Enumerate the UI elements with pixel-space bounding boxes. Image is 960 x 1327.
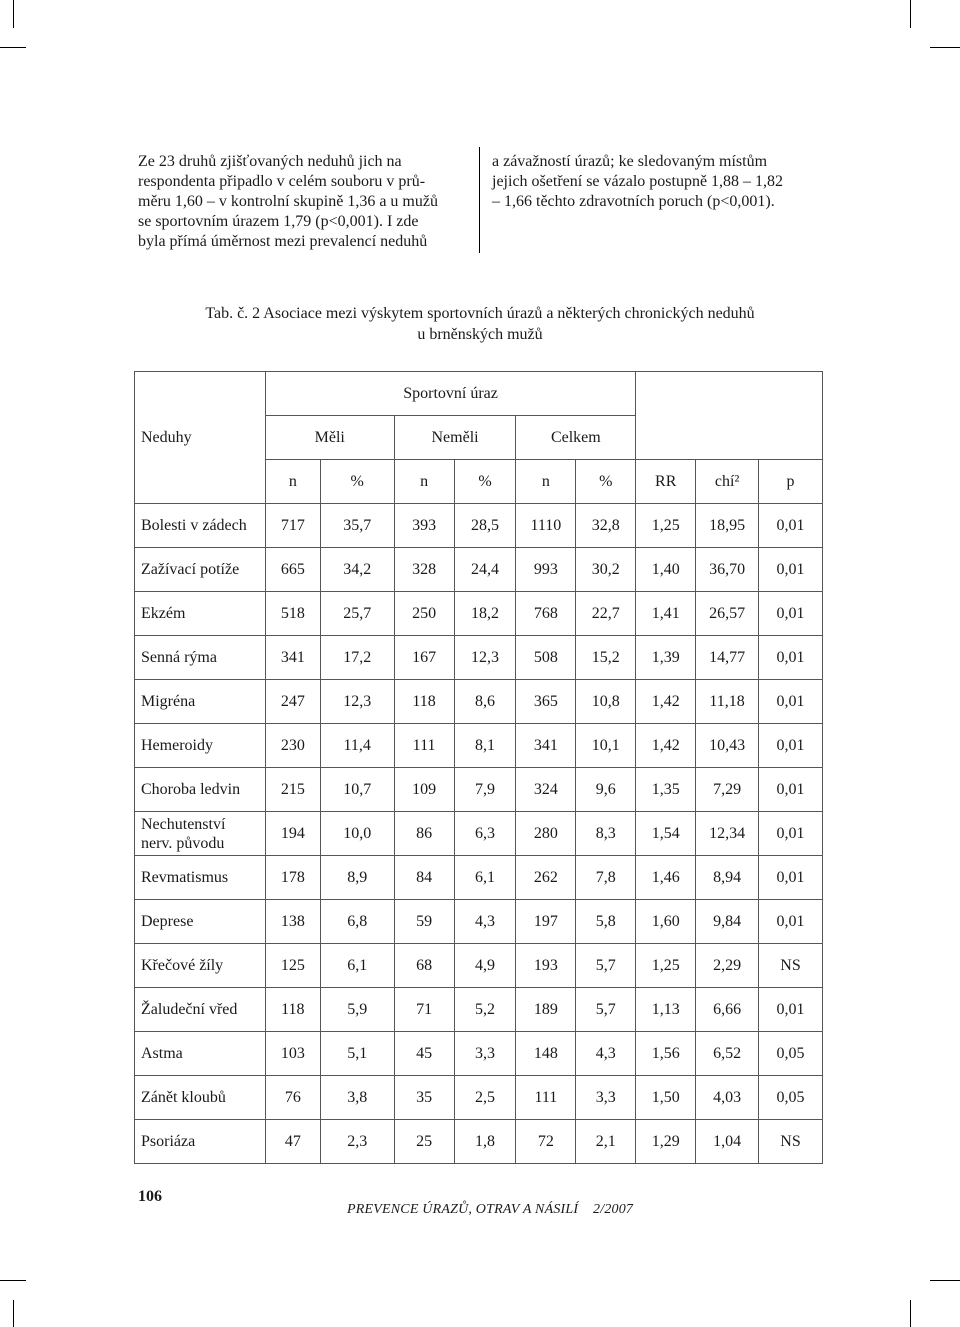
- value-cell: 0,01: [759, 900, 823, 944]
- value-cell: 0,01: [759, 768, 823, 812]
- value-cell: 118: [265, 988, 320, 1032]
- column-header: p: [759, 460, 823, 504]
- value-cell: 35: [394, 1076, 454, 1120]
- table-row: [135, 988, 823, 1032]
- crop-mark: [0, 1280, 26, 1281]
- value-cell: 8,3: [576, 812, 636, 856]
- text-line: a závažností úrazů; ke sledovaným místům: [492, 153, 768, 170]
- table-row: [135, 900, 823, 944]
- value-cell: 12,3: [320, 680, 394, 724]
- value-cell: 26,57: [696, 592, 759, 636]
- table-row: [135, 548, 823, 592]
- text-line: byla přímá úměrnost mezi prevalencí neduhů: [138, 233, 428, 250]
- row-name-cell: Senná rýma: [135, 636, 266, 680]
- value-cell: 45: [394, 1032, 454, 1076]
- value-cell: 328: [394, 548, 454, 592]
- value-cell: 14,77: [696, 636, 759, 680]
- value-cell: 1,35: [636, 768, 696, 812]
- row-name-cell: Bolesti v zádech: [135, 504, 266, 548]
- value-cell: 32,8: [576, 504, 636, 548]
- value-cell: 1,46: [636, 856, 696, 900]
- caption-line: u brněnských mužů: [417, 326, 543, 343]
- value-cell: 1,04: [696, 1120, 759, 1164]
- header-blank-cell: [135, 372, 266, 416]
- value-cell: 1,42: [636, 724, 696, 768]
- row-name-cell: Revmatismus: [135, 856, 266, 900]
- table-row: [135, 680, 823, 724]
- text-line: – 1,66 těchto zdravotních poruch (p<0,001).: [492, 193, 775, 210]
- table-row: [135, 812, 823, 856]
- row-name-cell: Hemeroidy: [135, 724, 266, 768]
- value-cell: 1,50: [636, 1076, 696, 1120]
- table-row: [135, 636, 823, 680]
- value-cell: 5,9: [320, 988, 394, 1032]
- value-cell: 341: [265, 636, 320, 680]
- value-cell: 18,2: [454, 592, 516, 636]
- row-header-label: Neduhy: [135, 416, 266, 460]
- value-cell: 262: [516, 856, 576, 900]
- value-cell: 72: [516, 1120, 576, 1164]
- value-cell: 6,52: [696, 1032, 759, 1076]
- crop-mark: [910, 1300, 911, 1327]
- value-cell: 76: [265, 1076, 320, 1120]
- value-cell: 5,1: [320, 1032, 394, 1076]
- table-row: [135, 944, 823, 988]
- row-name-line: Nechutenství: [141, 815, 226, 833]
- value-cell: 8,1: [454, 724, 516, 768]
- value-cell: NS: [759, 1120, 823, 1164]
- table-row: [135, 856, 823, 900]
- value-cell: 4,03: [696, 1076, 759, 1120]
- value-cell: 25,7: [320, 592, 394, 636]
- value-cell: 118: [394, 680, 454, 724]
- value-cell: 5,7: [576, 944, 636, 988]
- value-cell: 25: [394, 1120, 454, 1164]
- value-cell: 665: [265, 548, 320, 592]
- crop-mark: [930, 47, 960, 48]
- column-divider: [479, 147, 480, 253]
- value-cell: 8,9: [320, 856, 394, 900]
- value-cell: 768: [516, 592, 576, 636]
- value-cell: 7,29: [696, 768, 759, 812]
- crop-mark: [0, 47, 26, 48]
- header-row-group: [135, 372, 823, 416]
- value-cell: 10,43: [696, 724, 759, 768]
- value-cell: 71: [394, 988, 454, 1032]
- value-cell: 109: [394, 768, 454, 812]
- value-cell: 0,05: [759, 1032, 823, 1076]
- value-cell: 1,56: [636, 1032, 696, 1076]
- value-cell: 148: [516, 1032, 576, 1076]
- value-cell: 0,05: [759, 1076, 823, 1120]
- value-cell: 280: [516, 812, 576, 856]
- body-text-right-column: [492, 152, 822, 212]
- column-header: n: [516, 460, 576, 504]
- value-cell: 86: [394, 812, 454, 856]
- value-cell: 341: [516, 724, 576, 768]
- table-row: [135, 768, 823, 812]
- value-cell: 10,8: [576, 680, 636, 724]
- value-cell: 1,42: [636, 680, 696, 724]
- row-name-cell: Ekzém: [135, 592, 266, 636]
- value-cell: 0,01: [759, 988, 823, 1032]
- value-cell: 12,34: [696, 812, 759, 856]
- table-row: [135, 1032, 823, 1076]
- value-cell: 36,70: [696, 548, 759, 592]
- value-cell: 2,3: [320, 1120, 394, 1164]
- value-cell: 22,7: [576, 592, 636, 636]
- value-cell: 68: [394, 944, 454, 988]
- value-cell: 47: [265, 1120, 320, 1164]
- value-cell: 0,01: [759, 504, 823, 548]
- value-cell: 518: [265, 592, 320, 636]
- column-header: n: [394, 460, 454, 504]
- value-cell: 1,29: [636, 1120, 696, 1164]
- value-cell: 6,66: [696, 988, 759, 1032]
- value-cell: 9,84: [696, 900, 759, 944]
- value-cell: 5,7: [576, 988, 636, 1032]
- table-row: [135, 504, 823, 548]
- subgroup-header: Neměli: [394, 416, 516, 460]
- value-cell: 1,25: [636, 504, 696, 548]
- row-name-cell: [135, 812, 266, 856]
- row-name-cell: Křečové žíly: [135, 944, 266, 988]
- row-name-cell: Deprese: [135, 900, 266, 944]
- value-cell: 3,3: [576, 1076, 636, 1120]
- value-cell: 10,0: [320, 812, 394, 856]
- value-cell: 194: [265, 812, 320, 856]
- value-cell: 138: [265, 900, 320, 944]
- group-header-label: Sportovní úraz: [403, 384, 498, 402]
- value-cell: 34,2: [320, 548, 394, 592]
- value-cell: 24,4: [454, 548, 516, 592]
- value-cell: 5,8: [576, 900, 636, 944]
- header-blank-cell: [636, 372, 823, 416]
- value-cell: 35,7: [320, 504, 394, 548]
- value-cell: 125: [265, 944, 320, 988]
- value-cell: 197: [516, 900, 576, 944]
- value-cell: 30,2: [576, 548, 636, 592]
- row-name-cell: Choroba ledvin: [135, 768, 266, 812]
- value-cell: 247: [265, 680, 320, 724]
- value-cell: 9,6: [576, 768, 636, 812]
- value-cell: 15,2: [576, 636, 636, 680]
- running-footer: PREVENCE ÚRAZŮ, OTRAV A NÁSILÍ 2/2007: [347, 1202, 634, 1217]
- value-cell: 3,8: [320, 1076, 394, 1120]
- table-caption: [130, 303, 830, 345]
- value-cell: 250: [394, 592, 454, 636]
- value-cell: 193: [516, 944, 576, 988]
- value-cell: 230: [265, 724, 320, 768]
- crop-mark: [13, 1300, 14, 1327]
- value-cell: 8,6: [454, 680, 516, 724]
- value-cell: 6,1: [320, 944, 394, 988]
- value-cell: NS: [759, 944, 823, 988]
- value-cell: 1,25: [636, 944, 696, 988]
- value-cell: 3,3: [454, 1032, 516, 1076]
- value-cell: 12,3: [454, 636, 516, 680]
- value-cell: 11,18: [696, 680, 759, 724]
- row-name-cell: Žaludeční vřed: [135, 988, 266, 1032]
- crop-mark: [910, 0, 911, 28]
- value-cell: 10,7: [320, 768, 394, 812]
- value-cell: 189: [516, 988, 576, 1032]
- crop-mark: [13, 0, 14, 28]
- column-header: %: [576, 460, 636, 504]
- value-cell: 7,9: [454, 768, 516, 812]
- value-cell: 4,3: [454, 900, 516, 944]
- value-cell: 7,8: [576, 856, 636, 900]
- column-header: %: [454, 460, 516, 504]
- value-cell: 84: [394, 856, 454, 900]
- value-cell: 993: [516, 548, 576, 592]
- value-cell: 2,29: [696, 944, 759, 988]
- text-line: jejich ošetření se vázalo postupně 1,88 – 1,82: [492, 173, 784, 190]
- value-cell: 2,1: [576, 1120, 636, 1164]
- subgroup-header: Celkem: [516, 416, 636, 460]
- table-row: [135, 724, 823, 768]
- value-cell: 717: [265, 504, 320, 548]
- row-name-cell: Zánět kloubů: [135, 1076, 266, 1120]
- text-line: Ze 23 druhů zjišťovaných neduhů jich na: [138, 153, 402, 170]
- row-name-cell: Astma: [135, 1032, 266, 1076]
- row-name-cell: Zažívací potíže: [135, 548, 266, 592]
- value-cell: 0,01: [759, 724, 823, 768]
- header-row-columns: [135, 460, 823, 504]
- value-cell: 4,3: [576, 1032, 636, 1076]
- association-table: [134, 371, 823, 1164]
- value-cell: 393: [394, 504, 454, 548]
- value-cell: 0,01: [759, 812, 823, 856]
- value-cell: 178: [265, 856, 320, 900]
- value-cell: 365: [516, 680, 576, 724]
- value-cell: 6,8: [320, 900, 394, 944]
- value-cell: 103: [265, 1032, 320, 1076]
- column-header: chí²: [696, 460, 759, 504]
- body-text-left-column: [138, 152, 466, 252]
- value-cell: 508: [516, 636, 576, 680]
- value-cell: 1110: [516, 504, 576, 548]
- text-line: se sportovním úrazem 1,79 (p<0,001). I zde: [138, 213, 419, 230]
- value-cell: 0,01: [759, 592, 823, 636]
- value-cell: 1,8: [454, 1120, 516, 1164]
- table-row: [135, 1076, 823, 1120]
- column-header: n: [265, 460, 320, 504]
- column-header: RR: [636, 460, 696, 504]
- value-cell: 2,5: [454, 1076, 516, 1120]
- value-cell: 1,41: [636, 592, 696, 636]
- row-name-cell: Psoriáza: [135, 1120, 266, 1164]
- value-cell: 5,2: [454, 988, 516, 1032]
- value-cell: 4,9: [454, 944, 516, 988]
- page-number: 106: [138, 1188, 162, 1205]
- table-row: [135, 1120, 823, 1164]
- header-blank-cell: [135, 460, 266, 504]
- value-cell: 324: [516, 768, 576, 812]
- value-cell: 1,13: [636, 988, 696, 1032]
- value-cell: 28,5: [454, 504, 516, 548]
- row-name-line: nerv. původu: [141, 834, 225, 852]
- table-body: [135, 504, 823, 1164]
- value-cell: 1,39: [636, 636, 696, 680]
- crop-mark: [930, 1280, 960, 1281]
- text-line: respondenta připadlo v celém souboru v prů-: [138, 173, 426, 190]
- header-blank-cell: [636, 416, 823, 460]
- value-cell: 111: [516, 1076, 576, 1120]
- value-cell: 1,40: [636, 548, 696, 592]
- value-cell: 11,4: [320, 724, 394, 768]
- value-cell: 1,60: [636, 900, 696, 944]
- caption-line: Tab. č. 2 Asociace mezi výskytem sportovních úrazů a některých chronických neduhů: [205, 305, 755, 322]
- column-header: %: [320, 460, 394, 504]
- text-line: měru 1,60 – v kontrolní skupině 1,36 a u mužů: [138, 193, 438, 210]
- value-cell: 59: [394, 900, 454, 944]
- value-cell: 0,01: [759, 680, 823, 724]
- table-row: [135, 592, 823, 636]
- value-cell: 17,2: [320, 636, 394, 680]
- value-cell: 8,94: [696, 856, 759, 900]
- header-row-subgroups: [135, 416, 823, 460]
- group-header-cell: [265, 372, 635, 416]
- value-cell: 167: [394, 636, 454, 680]
- value-cell: 111: [394, 724, 454, 768]
- value-cell: 6,1: [454, 856, 516, 900]
- value-cell: 0,01: [759, 548, 823, 592]
- subgroup-header: Měli: [265, 416, 394, 460]
- value-cell: 1,54: [636, 812, 696, 856]
- value-cell: 6,3: [454, 812, 516, 856]
- row-name-cell: Migréna: [135, 680, 266, 724]
- value-cell: 215: [265, 768, 320, 812]
- value-cell: 10,1: [576, 724, 636, 768]
- value-cell: 18,95: [696, 504, 759, 548]
- value-cell: 0,01: [759, 636, 823, 680]
- value-cell: 0,01: [759, 856, 823, 900]
